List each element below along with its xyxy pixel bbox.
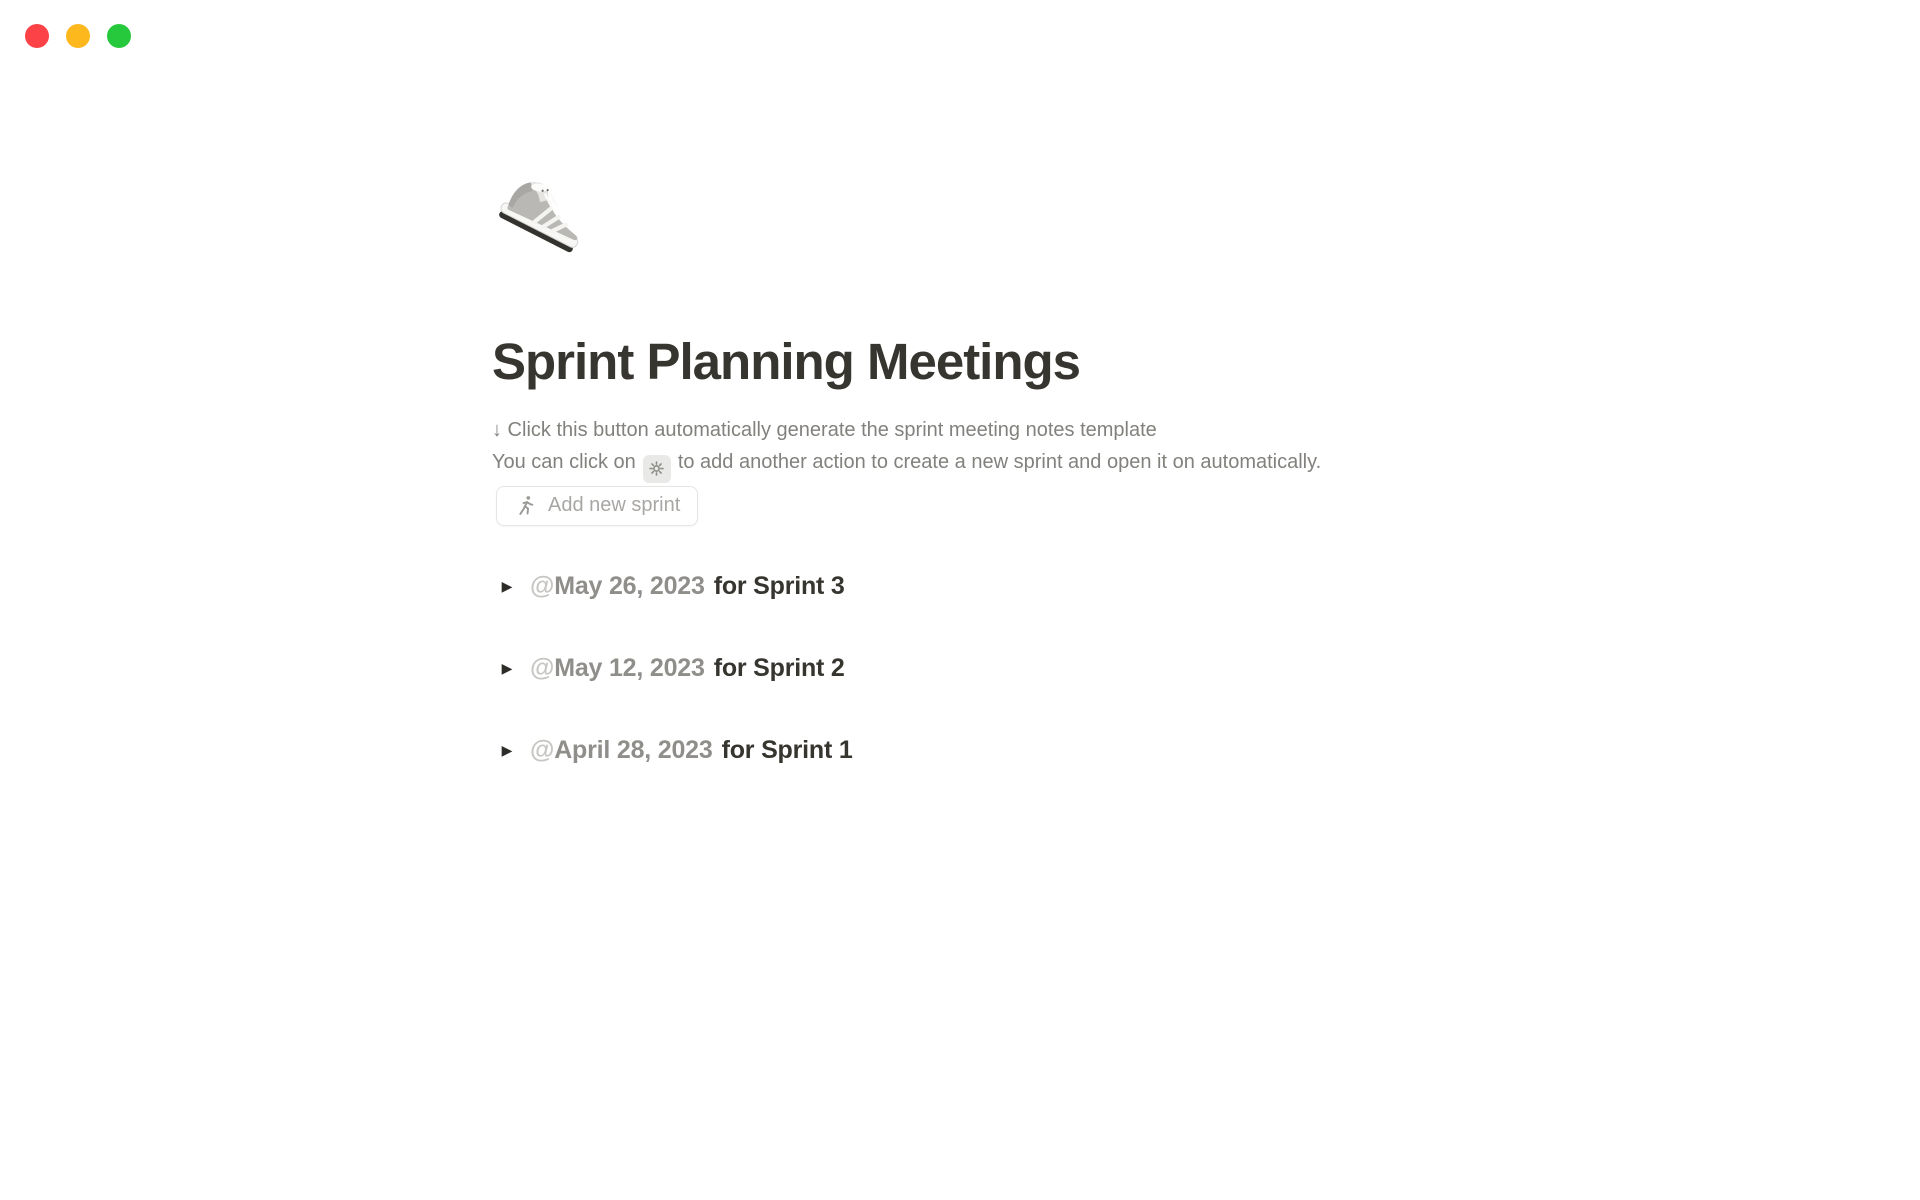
page-title[interactable]: Sprint Planning Meetings xyxy=(492,333,1081,390)
instruction-line-2-prefix: You can click on xyxy=(492,451,636,473)
toggle-row-label: for Sprint 3 xyxy=(713,572,845,600)
zoom-button[interactable] xyxy=(107,24,131,48)
minimize-button[interactable] xyxy=(66,24,90,48)
add-new-sprint-label: Add new sprint xyxy=(548,494,681,516)
date-mention-at: @ xyxy=(530,736,555,764)
toggle-row-label: for Sprint 1 xyxy=(721,736,853,764)
gear-badge xyxy=(643,455,671,483)
window-controls xyxy=(25,24,131,48)
add-new-sprint-button[interactable] xyxy=(496,486,698,526)
page-content xyxy=(492,0,1428,768)
date-mention-at: @ xyxy=(530,572,555,600)
gear-icon xyxy=(649,461,664,476)
date-mention-at: @ xyxy=(530,654,555,682)
page-icon[interactable] xyxy=(496,168,592,264)
toggle-row-sprint-3[interactable] xyxy=(492,570,1428,604)
toggle-row-label: for Sprint 2 xyxy=(713,654,845,682)
instruction-line-2 xyxy=(492,446,1428,483)
date-mention[interactable]: April 28, 2023 xyxy=(554,736,713,764)
date-mention[interactable]: May 12, 2023 xyxy=(554,654,705,682)
toggle-triangle-icon[interactable]: ▶ xyxy=(501,660,513,677)
toggle-row-sprint-1[interactable] xyxy=(492,734,1428,768)
instruction-line-1: ↓ Click this button automatically generate the sprint meeting notes template xyxy=(492,419,1157,441)
toggle-triangle-icon[interactable]: ▶ xyxy=(501,578,513,595)
toggle-heading xyxy=(530,736,853,765)
toggle-heading xyxy=(530,572,845,601)
running-shoe-icon xyxy=(496,168,592,264)
person-running-icon xyxy=(514,494,537,517)
date-mention[interactable]: May 26, 2023 xyxy=(554,572,705,600)
toggle-triangle-icon[interactable]: ▶ xyxy=(501,742,513,759)
close-button[interactable] xyxy=(25,24,49,48)
toggle-heading xyxy=(530,654,845,683)
toggle-row-sprint-2[interactable] xyxy=(492,652,1428,686)
instruction-line-2-suffix: to add another action to create a new sprint and open it on automatically. xyxy=(677,451,1322,473)
toggle-list xyxy=(492,570,1428,768)
